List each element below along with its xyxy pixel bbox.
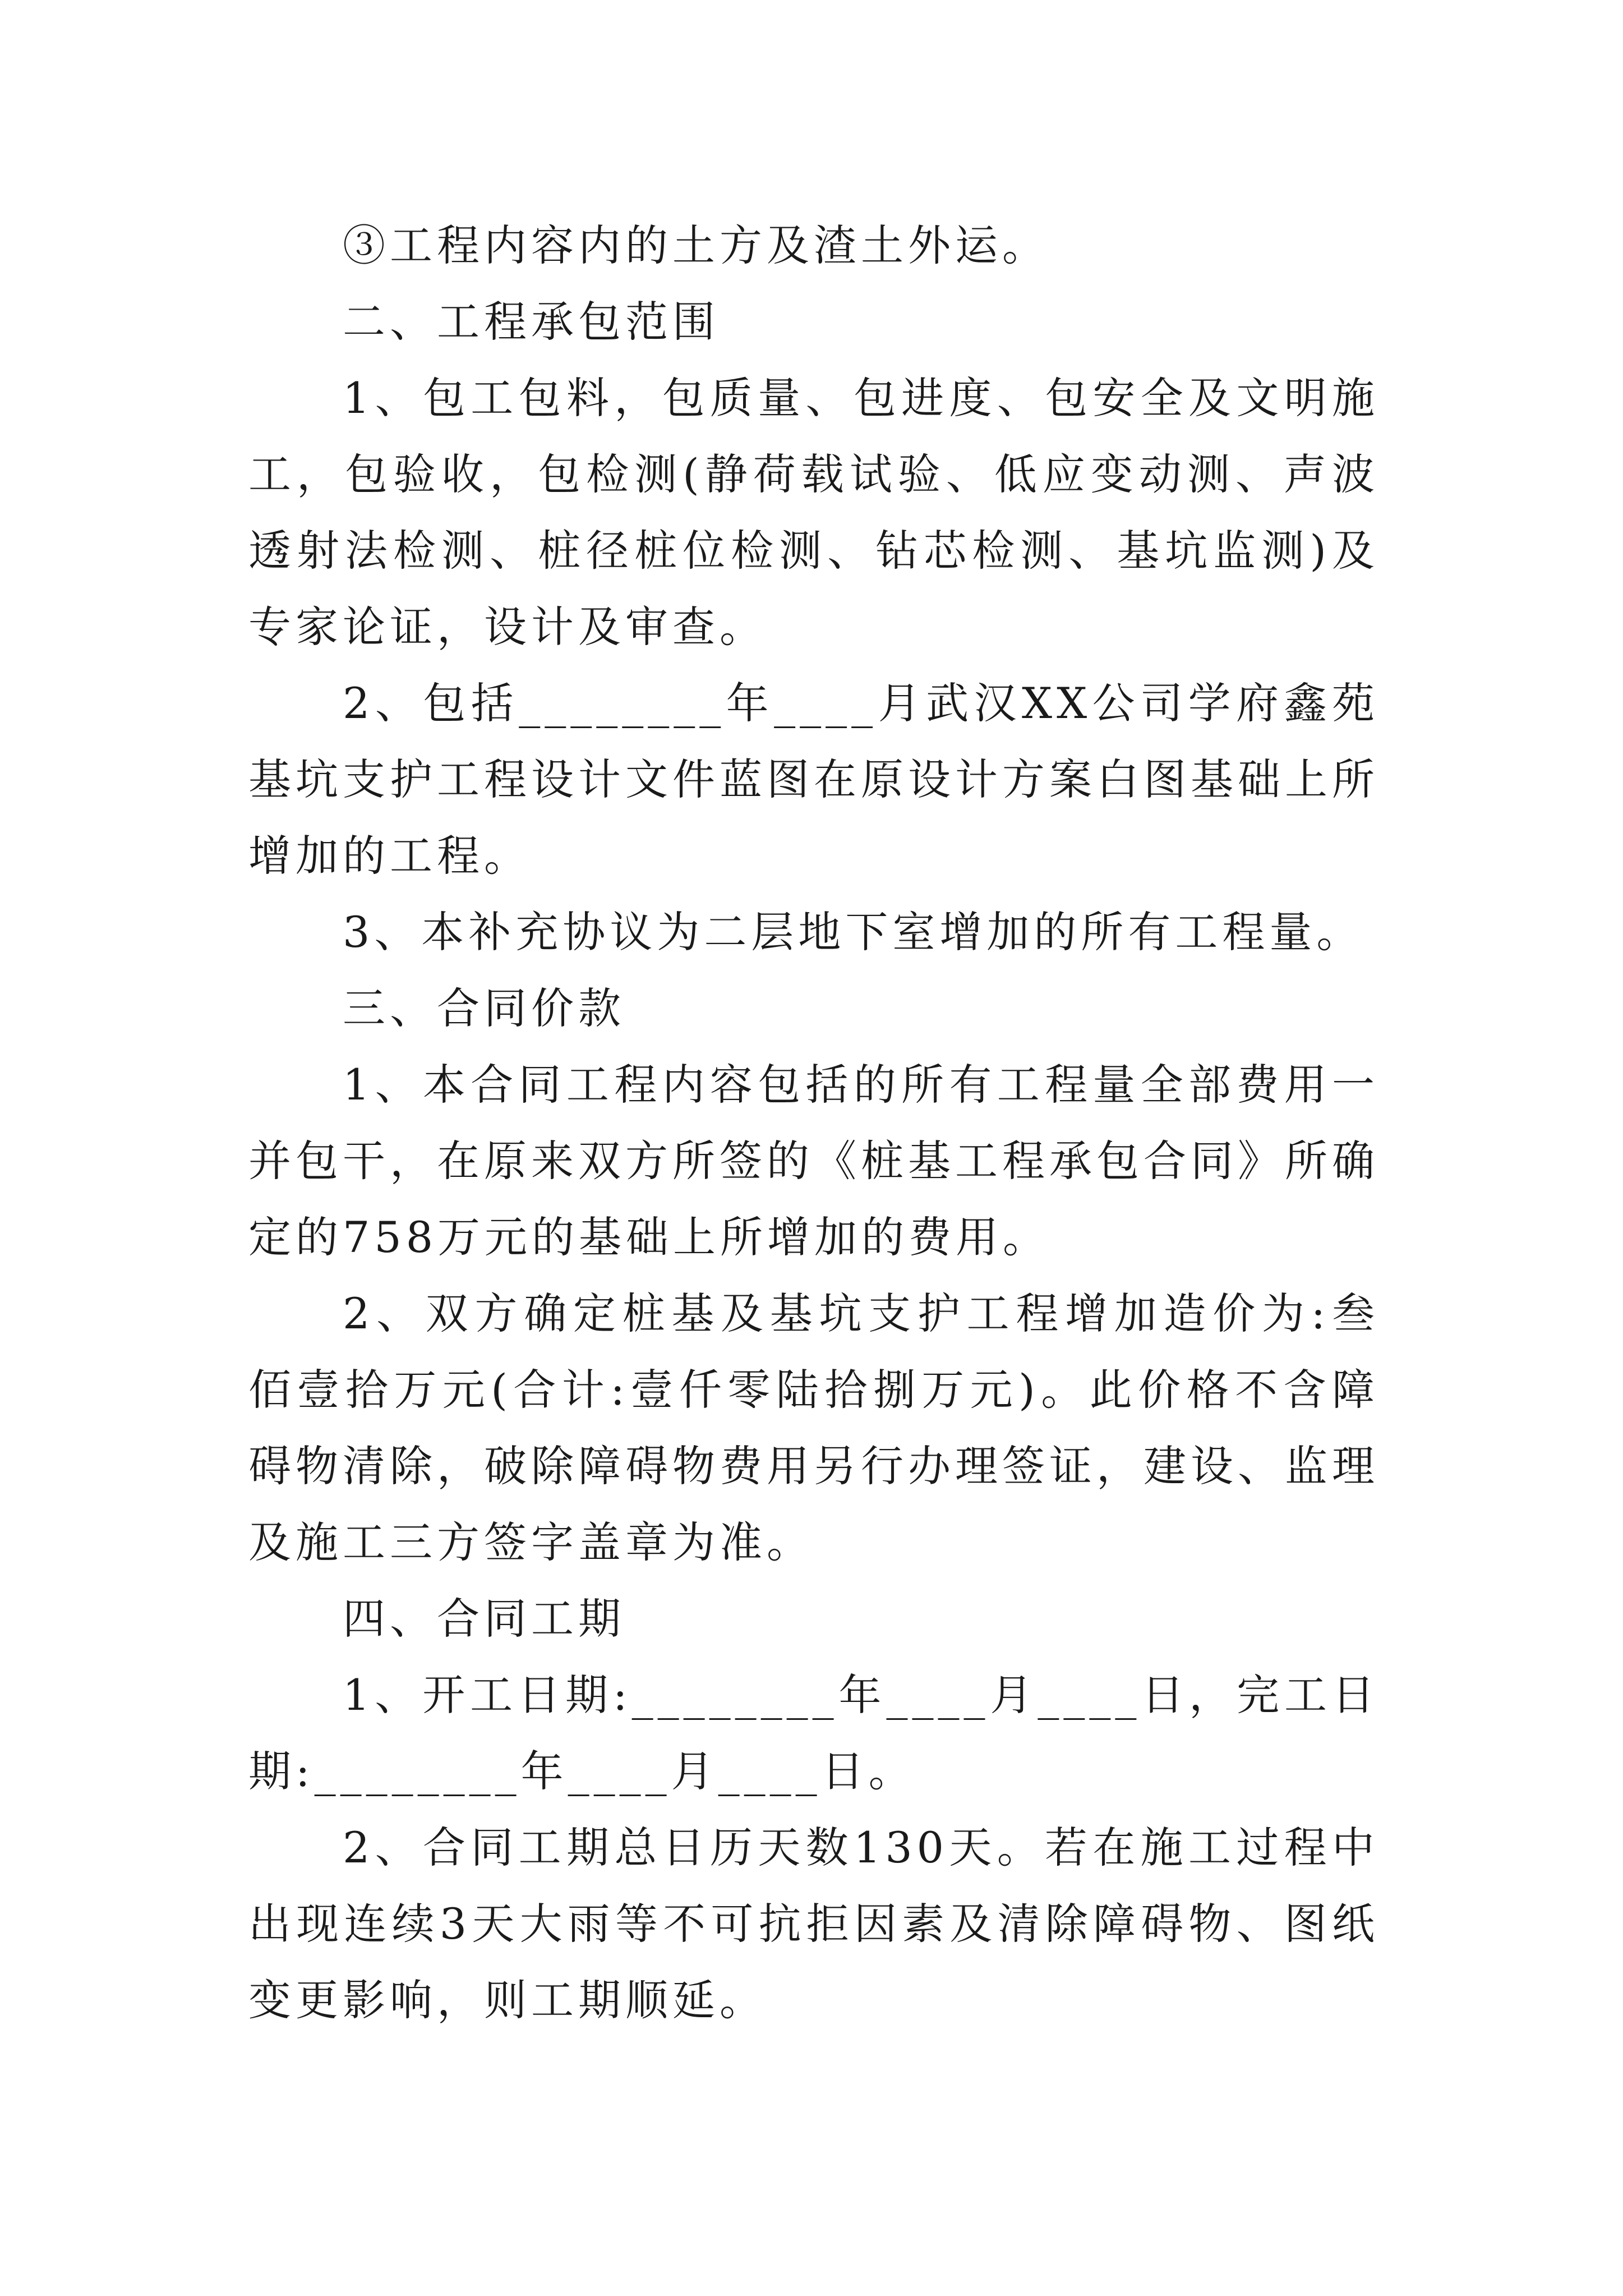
paragraph-scope-item-3: 3、本补充协议为二层地下室增加的所有工程量。	[343, 907, 1364, 957]
heading-contract-period: 四、合同工期	[343, 1594, 625, 1644]
paragraph-scope-item-1: 1、包工包料，包质量、包进度、包安全及文明施工，包验收，包检测(静荷载试验、低应变动测、声波透射法检测、桩径桩位检测、钻芯检测、基坑监测)及专家论证，设计及审查。	[248, 373, 1379, 652]
document-body	[248, 208, 1379, 2039]
paragraph-price-item-1: 1、本合同工程内容包括的所有工程量全部费用一并包干，在原来双方所签的《桩基工程承包合同》所确定的758万元的基础上所增加的费用。	[248, 1060, 1379, 1262]
paragraph-price-item-2: 2、双方确定桩基及基坑支护工程增加造价为:叁佰壹拾万元(合计:壹仟零陆拾捌万元)。此价格不含障碍物清除，破除障碍物费用另行办理签证，建设、监理及施工三方签字盖章为准。	[248, 1289, 1379, 1567]
paragraph-period-item-2: 2、合同工期总日历天数130天。若在施工过程中出现连续3天大雨等不可抗拒因素及清除障碍物、图纸变更影响，则工期顺延。	[248, 1823, 1379, 2025]
paragraph-earthwork-removal: ③工程内容内的土方及渣土外运。	[343, 220, 1049, 270]
heading-contract-price: 三、合同价款	[343, 983, 625, 1033]
paragraph-scope-item-2: 2、包括________年____月武汉XX公司学府鑫苑基坑支护工程设计文件蓝图在原设计方案白图基础上所增加的工程。	[248, 678, 1379, 881]
paragraph-period-item-1: 1、开工日期:________年____月____日，完工日期:________年____月____日。	[248, 1670, 1379, 1796]
heading-contract-scope: 二、工程承包范围	[343, 297, 720, 347]
